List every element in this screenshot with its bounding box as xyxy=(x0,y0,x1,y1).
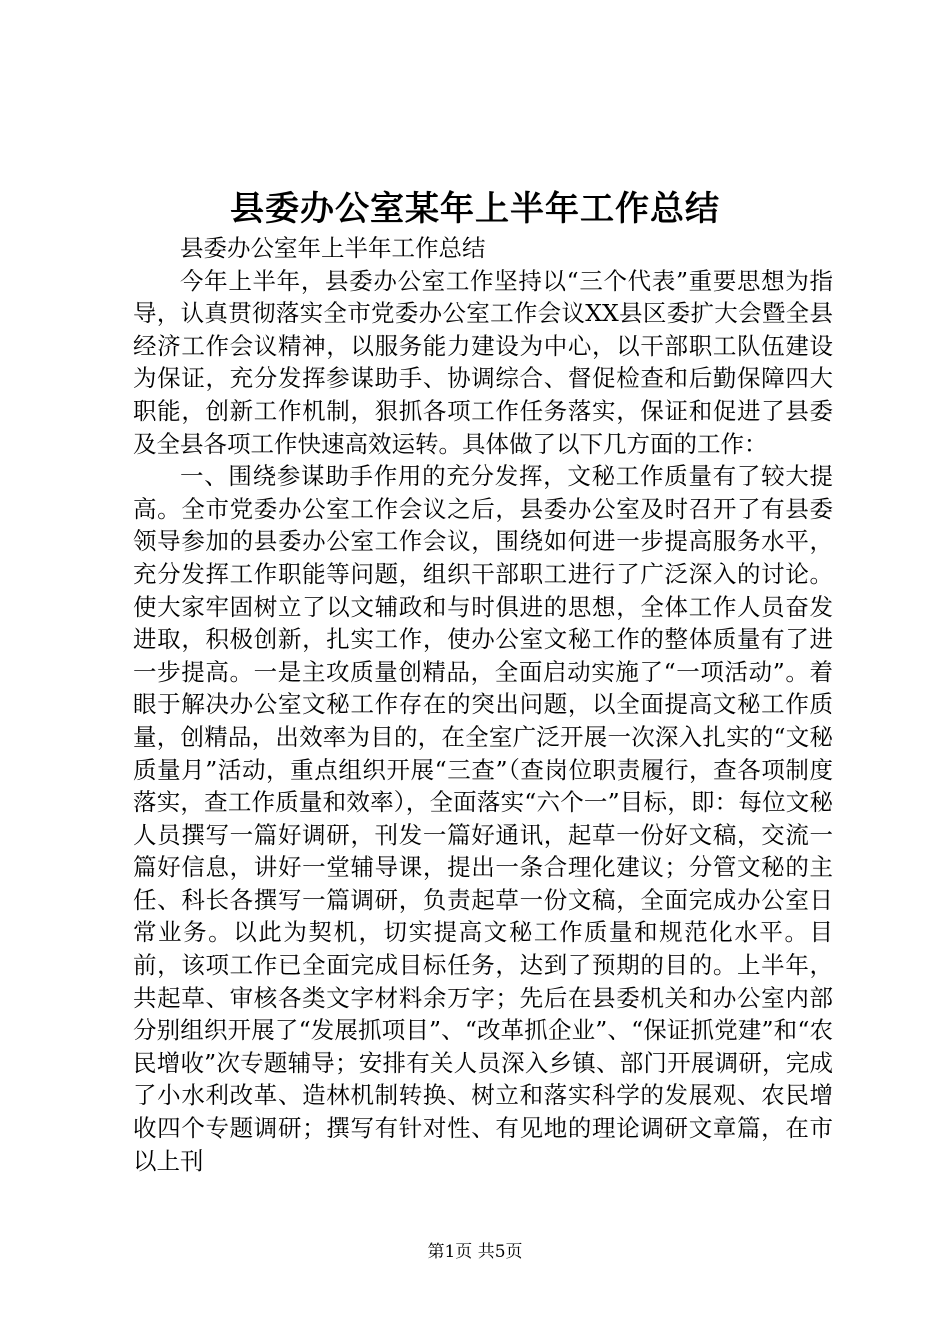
page-footer: 第1页 共5页 xyxy=(427,1242,523,1262)
document-body xyxy=(133,232,833,1177)
paragraph-section-one: 一、围绕参谋助手作用的充分发挥，文秘工作质量有了较大提高。全市党委办公室工作会议之后，县委办公室及时召开了有县委领导参加的县委办公室工作会议，围绕如何进一步提高服务水平，充分发挥工作职能等问题，组织干部职工进行了广泛深入的讨论。使大家牢固树立了以文辅政和与时俱进的思想，全体工作人员奋发进取，积极创新，扎实工作，使办公室文秘工作的整体质量有了进一步提高。一是主攻质量创精品，全面启动实施了“一项活动”。着眼于解决办公室文秘工作存在的突出问题，以全面提高文秘工作质量，创精品，出效率为目的，在全室广泛开展一次深入扎实的“文秘质量月”活动，重点组织开展“三查”（查岗位职责履行，查各项制度落实，查工作质量和效率），全面落实“六个一”目标，即：每位文秘人员撰写一篇好调研，刊发一篇好通讯，起草一份好文稿，交流一篇好信息，讲好一堂辅导课，提出一条合理化建议；分管文秘的主任、科长各撰写一篇调研，负责起草一份文稿，全面完成办公室日常业务。以此为契机，切实提高文秘工作质量和规范化水平。目前，该项工作已全面完成目标任务，达到了预期的目的。上半年，共起草、审核各类文字材料余万字；先后在县委机关和办公室内部分别组织开展了“发展抓项目”、“改革抓企业”、“保证抓党建”和“农民增收”次专题辅导；安排有关人员深入乡镇、部门开展调研，完成了小水利改革、造林机制转换、树立和落实科学的发展观、农民增收四个专题调研；撰写有针对性、有见地的理论调研文章篇，在市以上刊 xyxy=(133,462,833,1175)
document-title: 县委办公室某年上半年工作总结 xyxy=(230,189,720,229)
paragraph-intro: 今年上半年，县委办公室工作坚持以“三个代表”重要思想为指导，认真贯彻落实全市党委办公室工作会议XX县区委扩大会暨全县经济工作会议精神，以服务能力建设为中心，以干部职工队伍建设为保证，充分发挥参谋助手、协调综合、督促检查和后勤保障四大职能，创新工作机制，狠抓各项工作任务落实，保证和促进了县委及全县各项工作快速高效运转。具体做了以下几方面的工作： xyxy=(133,266,833,458)
document-subtitle: 县委办公室年上半年工作总结 xyxy=(180,234,486,262)
